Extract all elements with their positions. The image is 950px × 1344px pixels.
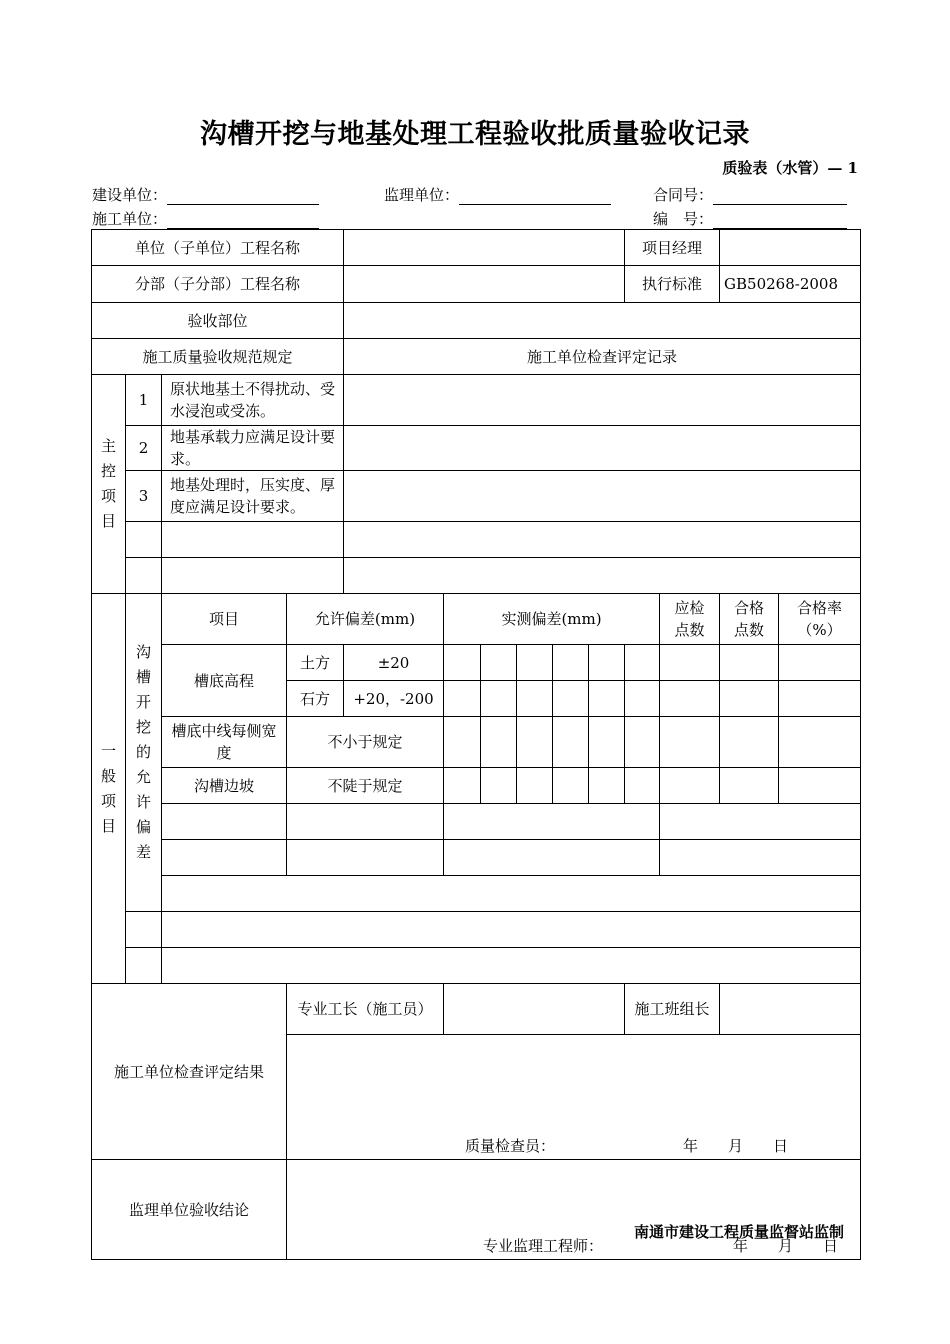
soil-value: ±20	[344, 645, 444, 681]
col-pass-rate-header: 合格率（%）	[779, 594, 861, 645]
measure-cell[interactable]	[444, 645, 481, 681]
slope-value: 不陡于规定	[287, 768, 444, 804]
measure-cell[interactable]	[481, 768, 517, 804]
supervise-conclusion-area[interactable]	[287, 1160, 861, 1260]
acceptance-part-value[interactable]	[344, 303, 861, 339]
points-cell[interactable]	[660, 681, 720, 717]
col-points-header: 应检点数	[660, 594, 720, 645]
foreman-label: 专业工长（施工员）	[287, 984, 444, 1035]
measure-cell[interactable]	[444, 768, 481, 804]
spec-header: 施工质量验收规范规定	[92, 339, 344, 375]
blank-cell[interactable]	[162, 948, 861, 984]
construct-result-label: 施工单位检查评定结果	[92, 984, 287, 1160]
blank-cell[interactable]	[162, 804, 287, 840]
team-leader-label: 施工班组长	[625, 984, 720, 1035]
center-width-value: 不小于规定	[287, 717, 444, 768]
inspect-date: 年 月 日	[683, 1137, 789, 1155]
serial-no-line[interactable]	[713, 213, 847, 229]
serial-no-label: 编 号：	[653, 210, 714, 228]
col-allow-header: 允许偏差(mm)	[287, 594, 444, 645]
engineer-label: 专业监理工程师：	[483, 1237, 604, 1255]
measure-cell[interactable]	[517, 768, 553, 804]
main-item-no: 1	[126, 375, 162, 426]
standard-value: GB50268-2008	[720, 266, 861, 303]
measure-cell[interactable]	[481, 717, 517, 768]
measure-cell[interactable]	[625, 717, 660, 768]
inspector-label: 质量检查员：	[465, 1137, 556, 1155]
measure-cell[interactable]	[444, 681, 481, 717]
soil-label: 土方	[287, 645, 344, 681]
blank-cell[interactable]	[162, 522, 344, 558]
slope-label: 沟槽边坡	[162, 768, 287, 804]
main-item-text: 地基处理时，压实度、厚度应满足设计要求。	[162, 471, 344, 522]
blank-cell[interactable]	[126, 522, 162, 558]
supervise-unit-field[interactable]	[384, 184, 611, 205]
build-unit-line[interactable]	[167, 189, 319, 205]
record-header: 施工单位检查评定记录	[344, 339, 861, 375]
center-width-label: 槽底中线每侧宽度	[162, 717, 287, 768]
blank-cell[interactable]	[287, 840, 444, 876]
blank-cell[interactable]	[162, 912, 861, 948]
pass-rate-cell[interactable]	[779, 717, 861, 768]
blank-cell[interactable]	[444, 840, 660, 876]
foreman-value[interactable]	[444, 984, 625, 1035]
pass-points-cell[interactable]	[720, 717, 779, 768]
project-manager-label: 项目经理	[625, 230, 720, 266]
points-cell[interactable]	[660, 717, 720, 768]
pass-points-cell[interactable]	[720, 768, 779, 804]
measure-cell[interactable]	[481, 681, 517, 717]
measure-cell[interactable]	[589, 681, 625, 717]
blank-cell[interactable]	[162, 558, 344, 594]
contract-no-line[interactable]	[713, 189, 847, 205]
measure-cell[interactable]	[517, 681, 553, 717]
division-project-name-value[interactable]	[344, 266, 625, 303]
main-item-record[interactable]	[344, 426, 861, 471]
blank-cell[interactable]	[126, 558, 162, 594]
page-title: 沟槽开挖与地基处理工程验收批质量验收记录	[200, 119, 750, 150]
measure-cell[interactable]	[625, 768, 660, 804]
contract-no-field[interactable]	[653, 184, 847, 205]
construct-result-area[interactable]	[287, 1035, 861, 1160]
measure-cell[interactable]	[553, 717, 589, 768]
col-item-header: 项目	[162, 594, 287, 645]
pass-points-cell[interactable]	[720, 645, 779, 681]
measure-cell[interactable]	[553, 768, 589, 804]
main-item-no: 2	[126, 426, 162, 471]
footer-issuer: 南通市建设工程质量监督站监制	[633, 1223, 844, 1241]
blank-cell[interactable]	[162, 840, 287, 876]
points-cell[interactable]	[660, 768, 720, 804]
contract-no-label: 合同号：	[653, 186, 714, 204]
team-leader-value[interactable]	[720, 984, 861, 1035]
measure-cell[interactable]	[625, 681, 660, 717]
supervise-unit-line[interactable]	[459, 189, 611, 205]
rock-label: 石方	[287, 681, 344, 717]
acceptance-table	[91, 229, 861, 1260]
unit-project-name-label: 单位（子单位）工程名称	[92, 230, 344, 266]
project-manager-value[interactable]	[720, 230, 861, 266]
bottom-elevation-label: 槽底高程	[162, 645, 287, 717]
supervise-date: 年 月 日	[733, 1237, 839, 1255]
pass-rate-cell[interactable]	[779, 768, 861, 804]
points-cell[interactable]	[660, 645, 720, 681]
construct-unit-line[interactable]	[167, 213, 319, 229]
measure-cell[interactable]	[589, 645, 625, 681]
pass-rate-cell[interactable]	[779, 645, 861, 681]
blank-cell[interactable]	[126, 948, 162, 984]
col-pass-points-header: 合格点数	[720, 594, 779, 645]
measure-cell[interactable]	[444, 717, 481, 768]
rock-value: +20，-200	[344, 681, 444, 717]
blank-cell[interactable]	[444, 804, 660, 840]
main-item-record[interactable]	[344, 375, 861, 426]
standard-label: 执行标准	[625, 266, 720, 303]
measure-cell[interactable]	[589, 768, 625, 804]
trench-deviation-label: 沟槽开挖的允许偏差	[126, 594, 162, 912]
pass-points-cell[interactable]	[720, 681, 779, 717]
measure-cell[interactable]	[517, 645, 553, 681]
construct-unit-label: 施工单位：	[92, 210, 168, 228]
measure-cell[interactable]	[553, 645, 589, 681]
acceptance-part-label: 验收部位	[92, 303, 344, 339]
main-item-record[interactable]	[344, 471, 861, 522]
blank-cell[interactable]	[660, 804, 861, 840]
measure-cell[interactable]	[589, 717, 625, 768]
measure-cell[interactable]	[625, 645, 660, 681]
blank-cell[interactable]	[287, 804, 444, 840]
blank-cell[interactable]	[126, 912, 162, 948]
main-item-text: 地基承载力应满足设计要求。	[162, 426, 344, 471]
form-number: 质验表（水管）— 1	[722, 159, 858, 177]
unit-project-name-value[interactable]	[344, 230, 625, 266]
division-project-name-label: 分部（子分部）工程名称	[92, 266, 344, 303]
main-control-label: 主控项目	[92, 375, 126, 594]
build-unit-field[interactable]	[92, 184, 319, 205]
general-items-label: 一般项目	[92, 594, 126, 984]
main-item-text: 原状地基土不得扰动、受水浸泡或受冻。	[162, 375, 344, 426]
build-unit-label: 建设单位：	[92, 186, 168, 204]
blank-cell[interactable]	[660, 840, 861, 876]
blank-cell[interactable]	[344, 558, 861, 594]
blank-cell[interactable]	[162, 876, 861, 912]
col-measured-header: 实测偏差(mm)	[444, 594, 660, 645]
supervise-conclusion-label: 监理单位验收结论	[92, 1160, 287, 1260]
blank-cell[interactable]	[344, 522, 861, 558]
construct-unit-field[interactable]	[92, 208, 319, 229]
pass-rate-cell[interactable]	[779, 681, 861, 717]
serial-no-field[interactable]	[653, 208, 847, 229]
main-item-no: 3	[126, 471, 162, 522]
measure-cell[interactable]	[553, 681, 589, 717]
measure-cell[interactable]	[481, 645, 517, 681]
supervise-unit-label: 监理单位：	[384, 186, 460, 204]
measure-cell[interactable]	[517, 717, 553, 768]
